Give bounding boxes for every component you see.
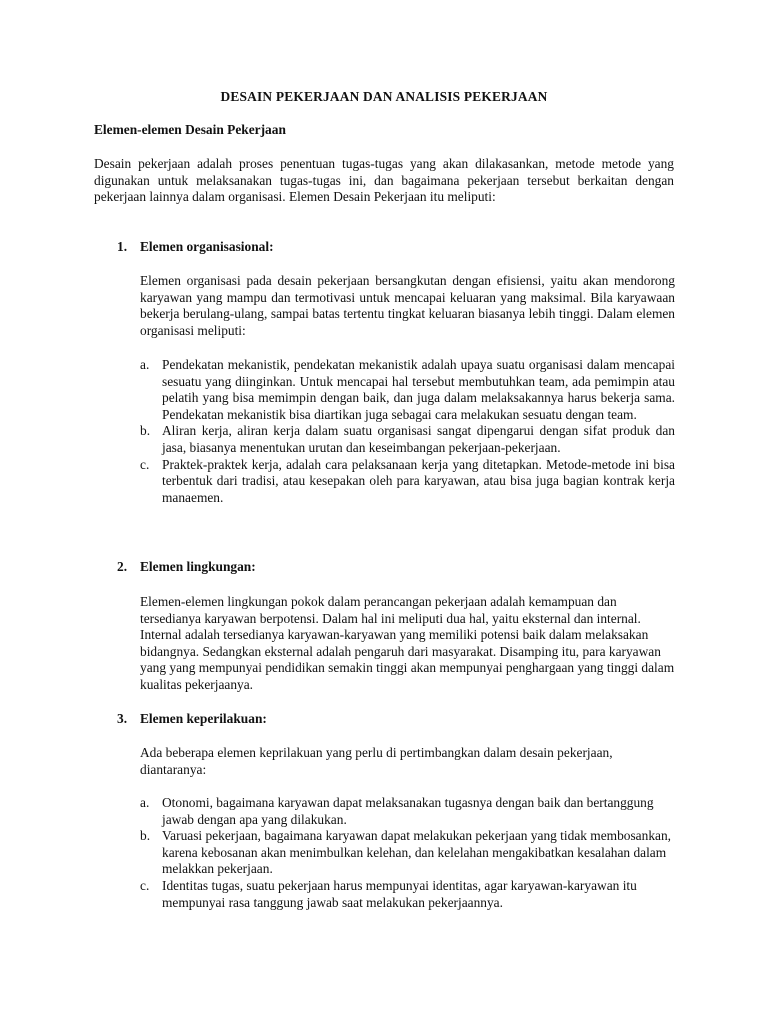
section-paragraph: Elemen organisasi pada desain pekerjaan bersangkutan dengan efisiensi, yaitu akan mendorong karyawan yang mampu dan termotivasi untuk mencapai keluaran yang maksimal. Bila karyawaan bekerja berulang-ulang, sampai batas tertentu tingkat keluaran biasanya lebih tinggi. Dalam elemen organisasi meliputi: bbox=[140, 273, 675, 338]
section-heading bbox=[117, 711, 267, 728]
list-marker: a. bbox=[140, 795, 150, 810]
section-number: 1. bbox=[117, 239, 128, 254]
section-heading bbox=[117, 239, 274, 256]
list-item bbox=[140, 795, 675, 828]
list-item-text: Aliran kerja, aliran kerja dalam suatu organisasi sangat dipengarui dengan sifat produk dan jasa, biasanya menentukan urutan dan keseimbangan pekerjaan-pekerjaan. bbox=[162, 423, 675, 455]
list-marker: b. bbox=[140, 423, 151, 439]
list-item bbox=[140, 457, 675, 507]
list-marker: b. bbox=[140, 828, 151, 844]
section-number: 2. bbox=[117, 559, 128, 574]
section-paragraph: Elemen-elemen lingkungan pokok dalam perancangan pekerjaan adalah kemampuan dan tersedianya karyawan berpotensi. Dalam hal ini meliputi dua hal, yaitu eksternal dan internal. Internal adalah tersedianya karyawan-karyawan yang memiliki potensi baik dalam melaksakan bidangnya. Sedangkan eksternal adalah pengaruh dari masyarakat. Disamping itu, para karyawan yang yang mempunyai pendidikan semakin tinggi akan mempunyai penghargaan yang tinggi dalam kualitas pekerjaanya. bbox=[140, 594, 675, 692]
list-item bbox=[140, 878, 675, 911]
list-item bbox=[140, 357, 675, 423]
list-item bbox=[140, 828, 675, 878]
section-title: Elemen keperilakuan: bbox=[140, 711, 267, 726]
intro-paragraph: Desain pekerjaan adalah proses penentuan tugas-tugas yang akan dilakasankan, metode metode yang digunakan untuk melaksanakan tugas-tugas ini, dan bagaimana pekerjaan tersebut berkaitan dengan pekerjaan lainnya dalam organisasi. Elemen Desain Pekerjaan itu meliputi: bbox=[94, 156, 674, 205]
section-heading bbox=[117, 559, 256, 576]
section-title: Elemen organisasional: bbox=[140, 239, 274, 254]
list-item bbox=[140, 423, 675, 456]
document-title: DESAIN PEKERJAAN DAN ANALISIS PEKERJAAN bbox=[220, 89, 548, 104]
list-item-text: Varuasi pekerjaan, bagaimana karyawan dapat melakukan pekerjaan yang tidak membosankan, karena kebosanan akan menimbulkan kelehan, dan kelelahan mengakibatkan kesalahan dalam melakkan pekerjaan. bbox=[162, 828, 671, 877]
section-paragraph: Ada beberapa elemen keprilakuan yang perlu di pertimbangkan dalam desain pekerjaan, diantaranya: bbox=[140, 745, 613, 777]
list-item-text: Praktek-praktek kerja, adalah cara pelaksanaan kerja yang ditetapkan. Metode-metode ini bisa terbentuk dari tradisi, atau kesepakan oleh para karyawan, atau bisa juga bagian kontrak kerja manaemen. bbox=[162, 456, 675, 505]
section-list bbox=[140, 795, 675, 911]
list-marker: c. bbox=[140, 877, 150, 893]
section-number: 3. bbox=[117, 711, 128, 726]
section-list bbox=[140, 357, 675, 506]
subheading: Elemen-elemen Desain Pekerjaan bbox=[94, 122, 286, 137]
list-marker: c. bbox=[140, 456, 150, 472]
list-marker: a. bbox=[140, 357, 150, 372]
list-item-text: Identitas tugas, suatu pekerjaan harus mempunyai identitas, agar karyawan-karyawan itu mempunyai rasa tanggung jawab saat melakukan pekerjaannya. bbox=[162, 877, 637, 910]
section-title: Elemen lingkungan: bbox=[140, 559, 256, 574]
list-item-text: Otonomi, bagaimana karyawan dapat melaksanakan tugasnya dengan baik dan bertanggung jawab dengan apa yang dilakukan. bbox=[162, 795, 654, 827]
list-item-text: Pendekatan mekanistik, pendekatan mekanistik adalah upaya suatu organisasi dalam mencapai sesuatu yang diinginkan. Untuk mencapai hal tersebut membutuhkan team, ada pemimpin atau pelatih yang bisa memimpin dengan baik, dan juga dalam melaksakannya harus bekerja sama. Pendekatan mekanistik bisa diartikan juga sebagai cara melakukan sesuatu dengan team. bbox=[162, 357, 675, 422]
